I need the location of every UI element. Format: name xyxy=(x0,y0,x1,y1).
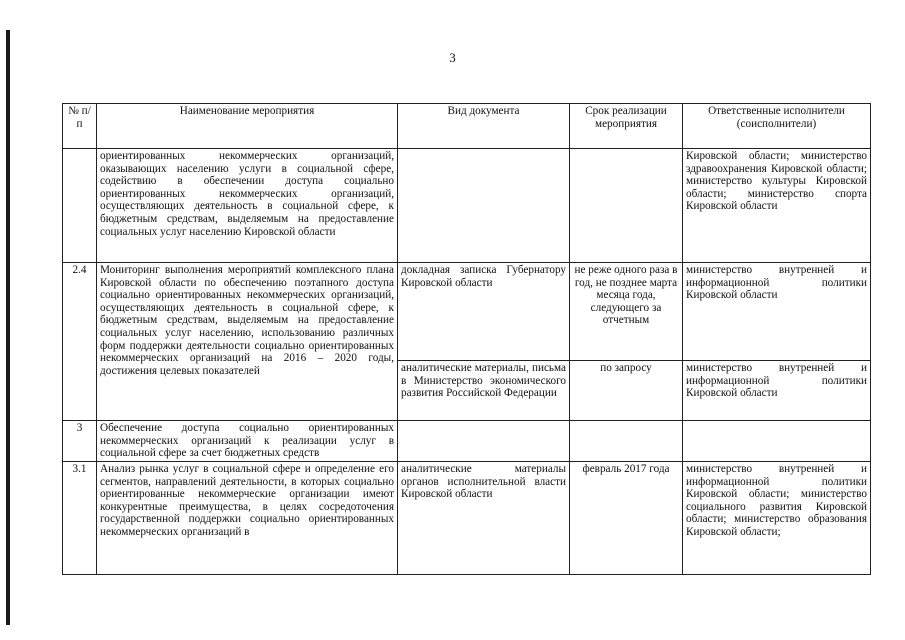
cell-num: 2.4 xyxy=(63,263,97,421)
cell-name: Обеспечение доступа социально ориентированных некоммерческих организаций к реализации услуг в социальной сфере за счет бюджетных средств xyxy=(97,421,398,462)
cell-term: не реже одного раза в год, не позднее марта месяца года, следующего за отчетным xyxy=(570,263,683,361)
cell-resp: Кировской области; министерство здравоохранения Кировской области; министерство культуры Кировской области; министерство спорта Кировской области xyxy=(683,149,871,263)
cell-resp: министерство внутренней и информационной политики Кировской области xyxy=(683,361,871,421)
header-term: Срок реализации мероприятия xyxy=(570,104,683,149)
cell-resp: министерство внутренней и информационной политики Кировской области; министерство социального развития Кировской области; министерство образования Кировской области; xyxy=(683,462,871,575)
table-row xyxy=(63,421,871,462)
cell-resp: министерство внутренней и информационной политики Кировской области xyxy=(683,263,871,361)
cell-num: 3 xyxy=(63,421,97,462)
cell-term: февраль 2017 года xyxy=(570,462,683,575)
cell-name: Мониторинг выполнения мероприятий комплексного плана Кировской области по обеспечению поэтапного доступа социально ориентированных некоммерческих организаций, осуществляющих деятельность в социальной сфере, к бюджетным средствам, выделяемым на предоставление социальных услуг населению, использованию различных форм поддержки деятельности социально ориентированных некоммерческих организаций на 2016 – 2020 годы, достижения целевых показателей xyxy=(97,263,398,421)
measures-table xyxy=(62,103,871,575)
cell-num xyxy=(63,149,97,263)
header-resp: Ответственные исполнители (соисполнители) xyxy=(683,104,871,149)
cell-doc xyxy=(398,149,570,263)
table-row xyxy=(63,462,871,575)
cell-name: ориентированных некоммерческих организаций, оказывающих населению услуги в социальной сфере, содействию в обеспечении доступа социально ориентированных некоммерческих организаций, осуществляющих деятельность в социальной сфере, к бюджетным средствам, выделяемым на предоставление социальных услуг населению Кировской области xyxy=(97,149,398,263)
table-header-row xyxy=(63,104,871,149)
table-row xyxy=(63,263,871,361)
header-name: Наименование мероприятия xyxy=(97,104,398,149)
header-doc: Вид документа xyxy=(398,104,570,149)
cell-doc xyxy=(398,421,570,462)
cell-doc: докладная записка Губернатору Кировской области xyxy=(398,263,570,361)
cell-term: по запросу xyxy=(570,361,683,421)
header-num: № п/п xyxy=(63,104,97,149)
cell-term xyxy=(570,421,683,462)
cell-num: 3.1 xyxy=(63,462,97,575)
cell-name: Анализ рынка услуг в социальной сфере и определение его сегментов, направлений деятельности, в которых социально ориентированные некоммерческие организации имеют конкурентные преимущества, в целях сосредоточения государственной поддержки социально ориентированных некоммерческих организаций в xyxy=(97,462,398,575)
page-number: 3 xyxy=(449,50,456,65)
binding-margin-line xyxy=(6,30,10,625)
cell-doc: аналитические материалы, письма в Министерство экономического развития Российской Федерации xyxy=(398,361,570,421)
cell-resp xyxy=(683,421,871,462)
cell-doc: аналитические материалы органов исполнительной власти Кировской области xyxy=(398,462,570,575)
cell-term xyxy=(570,149,683,263)
table-row xyxy=(63,149,871,263)
